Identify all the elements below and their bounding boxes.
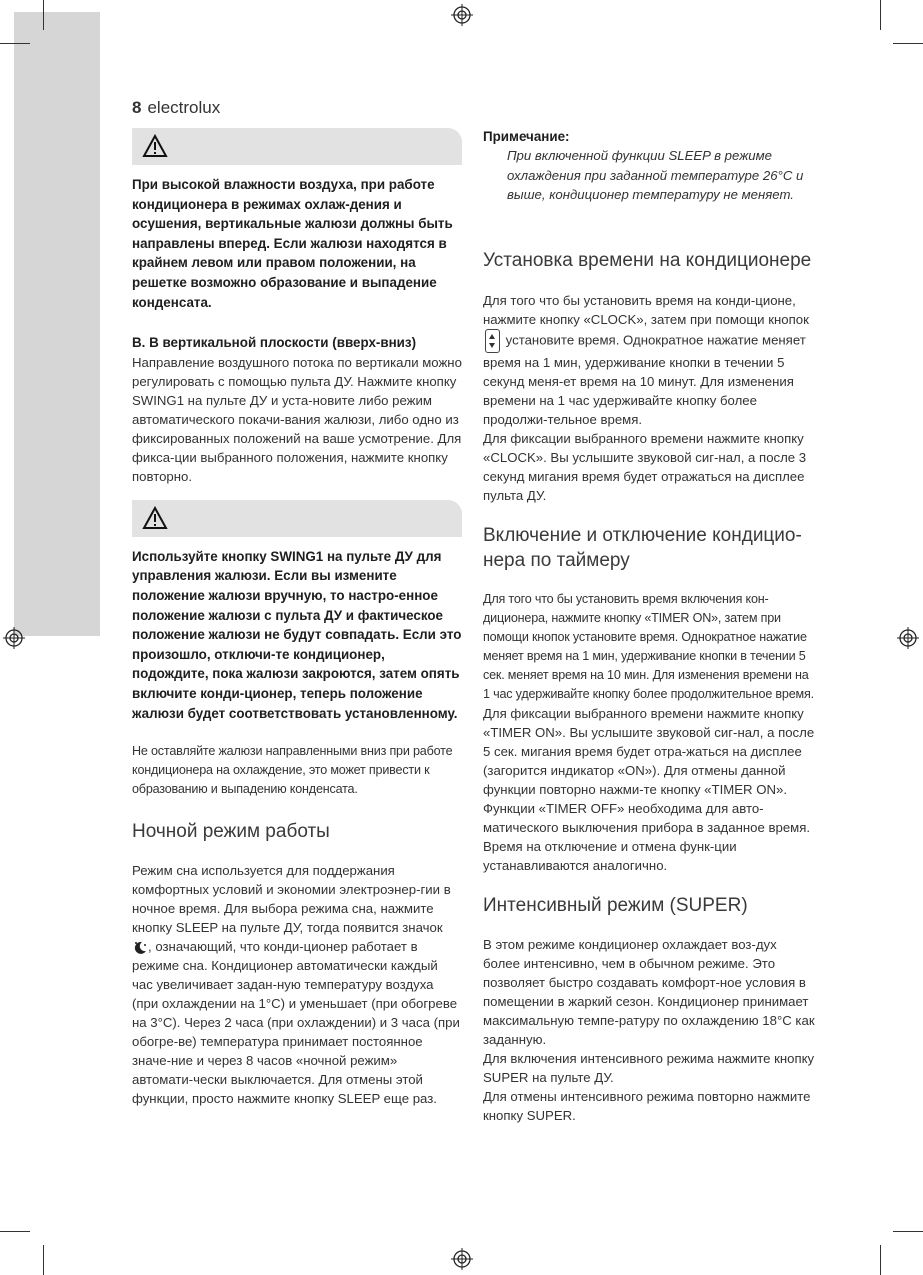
- time-setting-text-1: Для того что бы установить время на конди-ционе, нажмите кнопку «CLOCK», затем при помощи кнопок: [483, 292, 809, 327]
- warning-triangle-icon: [142, 134, 168, 158]
- brand-name: electrolux: [147, 98, 221, 117]
- time-fix-text: Для фиксации выбранного времени нажмите кнопку «CLOCK». Вы услышите звуковой сиг-нал, а после 3 секунд мигания время будет отражаться на дисплее пульта ДУ.: [483, 430, 807, 503]
- registration-mark-icon: [451, 1248, 473, 1270]
- louver-note: Не оставляйте жалюзи направленными вниз при работе кондиционера на охлаждение, это может привести к образованию и выпадению конденсата.: [132, 744, 453, 797]
- right-column: [483, 128, 815, 1125]
- crop-mark: [893, 1231, 923, 1232]
- crop-mark: [880, 0, 881, 30]
- up-down-buttons-icon: [485, 329, 500, 353]
- super-mode-text-3: Для отмены интенсивного режима повторно нажмите кнопку SUPER.: [483, 1088, 811, 1123]
- warning-triangle-icon: [142, 506, 168, 530]
- time-setting-text: [483, 291, 815, 429]
- crop-mark: [0, 1231, 30, 1232]
- registration-mark-icon: [451, 4, 473, 26]
- crop-mark: [893, 43, 923, 44]
- timer-title: Включение и отключение кондицио-нера по таймеру: [483, 524, 802, 571]
- section-b-text: Направление воздушного потока по вертикали можно регулировать с помощью пульта ДУ. Нажмите кнопку SWING1 на пульте ДУ и уста-новите либо режим автоматического покачи-вания жалюзи, либо одно из фиксированных положений на ваше усмотрение. Для фикса-ции выбранного положения, нажмите кнопку повторно.: [132, 354, 462, 484]
- timer-text-2: Для фиксации выбранного времени нажмите кнопку «TIMER ON». Вы услышите звуковой сиг-нал, а после 5 сек. мигания время будет отра-жаться на дисплее (загорится индикатор «ON»). Для отмены данной функции повторно нажми-те кнопку «TIMER ON».: [483, 705, 815, 797]
- warning-bar: [132, 500, 462, 537]
- night-mode-text: [132, 861, 462, 1108]
- time-setting-text-2: установите время. Однократное нажатие меняет время на 1 мин, удерживание кнопки в течении 5 секунд меня-ет время на 10 минут. Для изменения времени на 1 час удерживайте кнопку более продолжи-тельное время.: [483, 331, 806, 427]
- timer-text-1: Для того что бы установить время включения кон-диционера, нажмите кнопку «TIMER ON», затем при помощи кнопок установите время. Однократное нажатие меняет время на 1 мин, удерживание кнопки в течении 5 сек. меняет время на 10 мин. Для изменения времени на 1 час удерживайте кнопку более продолжительное время.: [483, 591, 814, 701]
- crop-mark: [0, 43, 30, 44]
- night-mode-text-1: Режим сна используется для поддержания комфортных условий и экономии электроэнер-гии в ночное время. Для выбора режима сна, нажмите кнопку SLEEP на пульте ДУ, тогда появится значок: [132, 863, 451, 936]
- note-text: При включенной функции SLEEP в режиме охлаждения при заданной температуре 26°C и выше, кондиционер температуру не меняет.: [507, 148, 804, 202]
- note-label: Примечание:: [483, 129, 570, 144]
- sleep-moon-icon: [132, 940, 148, 956]
- crop-mark: [880, 1245, 881, 1275]
- crop-mark: [43, 0, 44, 30]
- super-mode-title: Интенсивный режим (SUPER): [483, 894, 748, 916]
- timer-text-3: Функции «TIMER OFF» необходима для авто-матического выключения прибора в заданное время. Время на отключение и отмена функ-ции устанавливаются аналогично.: [483, 800, 811, 873]
- left-column: [132, 128, 462, 1108]
- warning-bar: [132, 128, 462, 165]
- time-setting-title: Установка времени на кондиционере: [483, 249, 812, 271]
- side-tab-decoration: [14, 12, 100, 636]
- page-header: [132, 98, 220, 118]
- page-number: 8: [132, 98, 142, 117]
- super-mode-text-1: В этом режиме кондиционер охлаждает воз-дух более интенсивно, чем в обычном режиме. Это позволяет быстро создавать комфорт-ное условия в помещении в жаркий сезон. Кондиционер принимает максимальную темпе-ратуру по охлаждению 18°C как заданную.: [483, 936, 815, 1047]
- registration-mark-icon: [897, 627, 919, 649]
- humidity-warning: При высокой влажности воздуха, при работе кондиционера в режимах охлаж-дения и осушения, вертикальные жалюзи должны быть направлены вперед. Если жалюзи находятся в крайнем левом или правом положении, на решетке возможно образование и выпадение конденсата.: [132, 177, 453, 310]
- crop-mark: [43, 1245, 44, 1275]
- swing-warning: Используйте кнопку SWING1 на пульте ДУ для управления жалюзи. Если вы измените положение жалюзи вручную, то настро-енное положение жалюзи с пульта ДУ и фактическое положение жалюзи не будут совпадать. Если это произошло, отключи-те кондиционер, подождите, пока жалюзи закроются, затем опять включите конди-ционер, теперь положение жалюзи будет соответствовать установленному.: [132, 548, 462, 721]
- section-b-title: B. В вертикальной плоскости (вверх-вниз): [132, 335, 417, 351]
- night-mode-title: Ночной режим работы: [132, 821, 330, 843]
- super-mode-text-2: Для включения интенсивного режима нажмите кнопку SUPER на пульте ДУ.: [483, 1050, 815, 1085]
- night-mode-text-2: , означающий, что конди-ционер работает в режиме сна. Кондиционер автоматически каждый час увеличивает задан-ную температуру воздуха (при охлаждении на 1°C) и уменьшает (при обогреве на 3°C). Через 2 часа (при охлаждении) и 3 часа (при обогре-ве) температура принимает постоянное значе-ние и через 8 часов «ночной режим» автомати-чески выключается. Для отмены этой функции, просто нажмите кнопку SLEEP еще раз.: [132, 939, 460, 1107]
- registration-mark-icon: [3, 627, 25, 649]
